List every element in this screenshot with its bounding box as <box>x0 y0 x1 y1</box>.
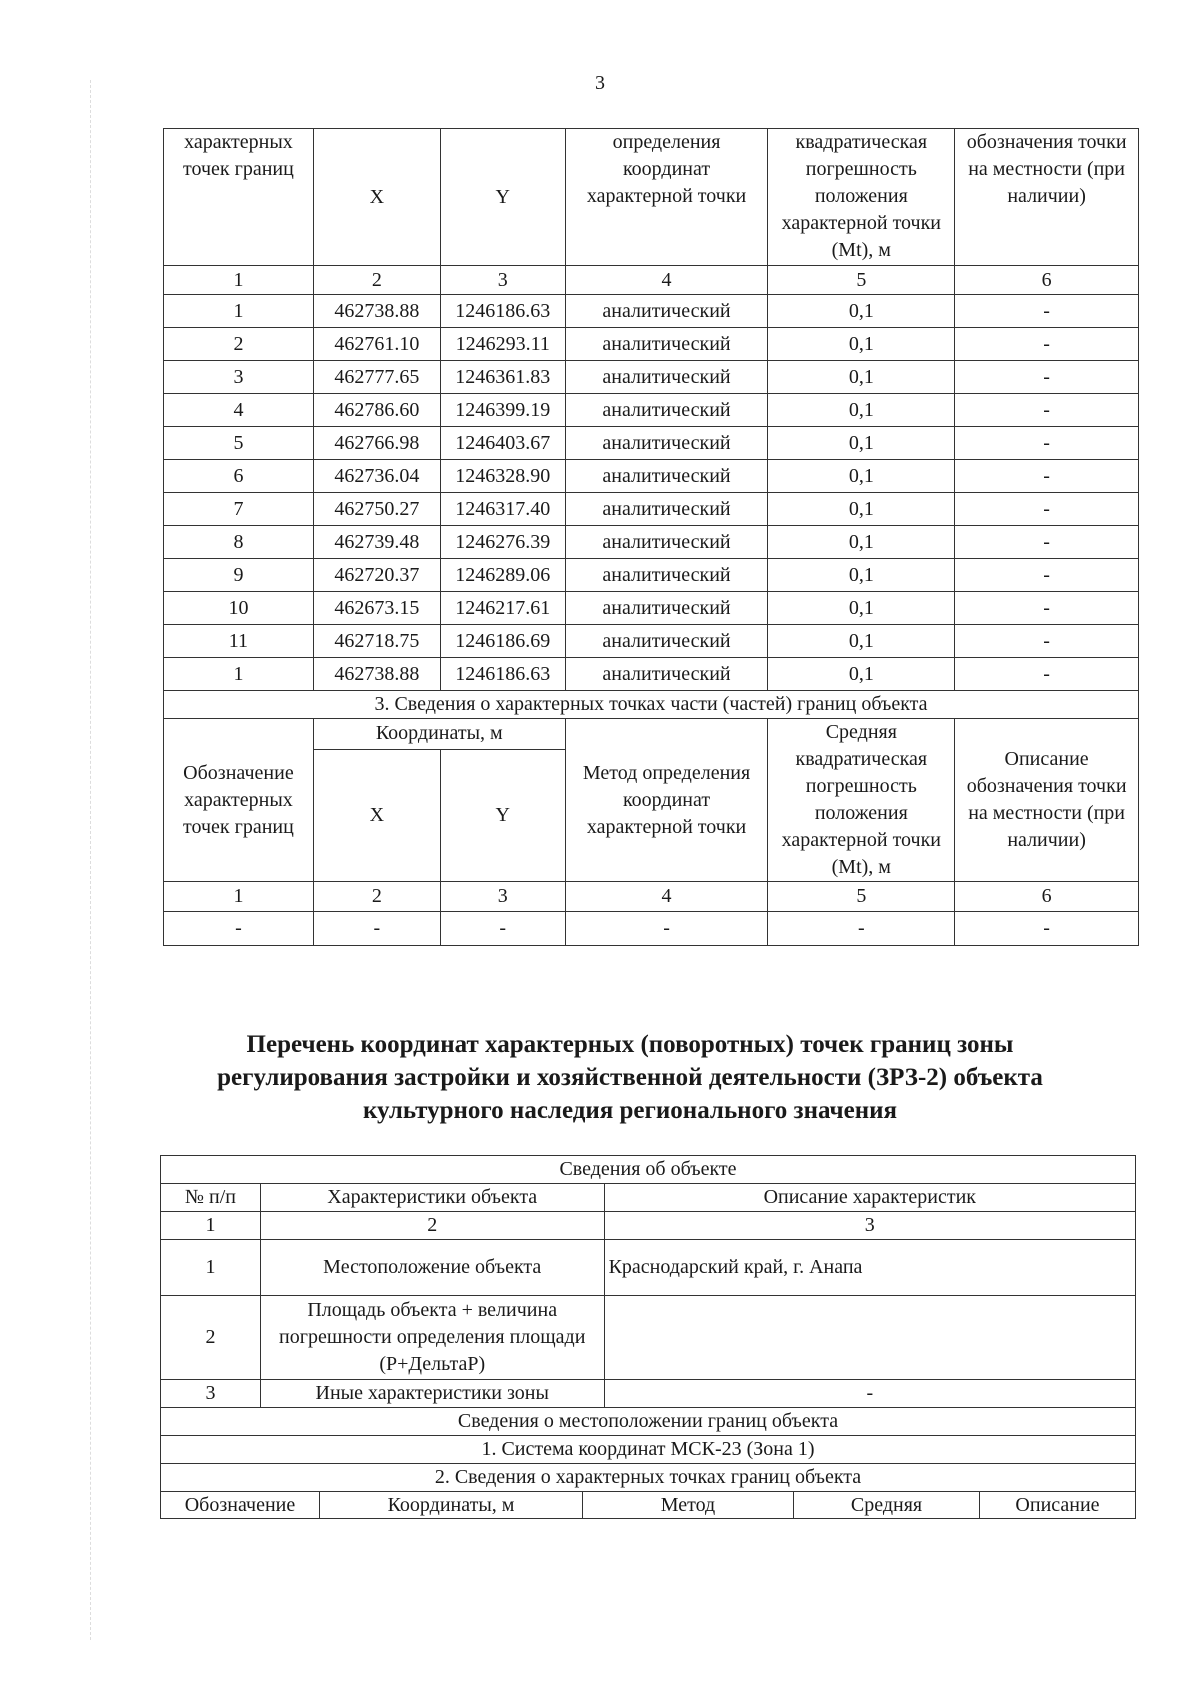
table-row <box>164 658 1139 691</box>
section2-title: 2. Сведения о характерных точках границ объекта <box>161 1464 1136 1492</box>
info-column-number-row <box>161 1212 1136 1240</box>
characteristic-desc <box>604 1296 1135 1380</box>
table-row <box>161 1380 1136 1408</box>
document-title: Перечень координат характерных (поворотных) точек границ зоны регулирования застройки и хозяйственной деятельности (ЗРЗ-2) объекта культурного наследия регионального значения <box>217 1031 1043 1124</box>
cell-method: аналитический <box>565 526 768 559</box>
part-column-number-row <box>164 882 1139 912</box>
part-method-header: Метод определения координат характерной точки <box>565 719 768 882</box>
part-header-row <box>164 719 1139 750</box>
cell-desc: - <box>955 559 1139 592</box>
table-row <box>164 328 1139 361</box>
column-number: 5 <box>768 266 955 295</box>
column-number: 5 <box>768 882 955 912</box>
cell-y: 1246217.61 <box>440 592 565 625</box>
column-number: 2 <box>313 882 440 912</box>
section-title-row <box>164 691 1139 719</box>
cell-n: 9 <box>164 559 314 592</box>
column-number: 2 <box>313 266 440 295</box>
characteristic: Площадь объекта + величина погрешности определения площади (Р+ДельтаР) <box>260 1296 604 1380</box>
cell-mt: 0,1 <box>768 658 955 691</box>
header-cell: определения координат характерной точки <box>565 129 768 266</box>
cell-method: аналитический <box>565 460 768 493</box>
cell-mt: 0,1 <box>768 295 955 328</box>
cell-method: аналитический <box>565 328 768 361</box>
cell-x: 462738.88 <box>313 658 440 691</box>
coord-system: 1. Система координат МСК-23 (Зона 1) <box>161 1436 1136 1464</box>
cell-mt: 0,1 <box>768 361 955 394</box>
column-number: 2 <box>260 1212 604 1240</box>
column-number-row <box>164 266 1139 295</box>
table-row <box>164 460 1139 493</box>
cell-mt: 0,1 <box>768 460 955 493</box>
cell-mt: 0,1 <box>768 559 955 592</box>
cell-n: 7 <box>164 493 314 526</box>
row-number: 1 <box>161 1240 261 1296</box>
table-row <box>161 1296 1136 1380</box>
cell-mt: 0,1 <box>768 328 955 361</box>
cell-n: 8 <box>164 526 314 559</box>
cell-method: аналитический <box>565 493 768 526</box>
cell-y: 1246317.40 <box>440 493 565 526</box>
cell-x: 462718.75 <box>313 625 440 658</box>
cell-desc: - <box>955 427 1139 460</box>
column-number: 6 <box>955 266 1139 295</box>
characteristic-desc: - <box>604 1380 1135 1408</box>
cell-x: 462720.37 <box>313 559 440 592</box>
cell-y: 1246328.90 <box>440 460 565 493</box>
cell-method: аналитический <box>565 658 768 691</box>
cell-method: аналитический <box>565 295 768 328</box>
location-header: Сведения о местоположении границ объекта <box>161 1408 1136 1436</box>
characteristic: Иные характеристики зоны <box>260 1380 604 1408</box>
cell-desc: - <box>955 592 1139 625</box>
table-row <box>164 295 1139 328</box>
column-number: 1 <box>164 882 314 912</box>
cell-x: 462739.48 <box>313 526 440 559</box>
cell-desc: - <box>955 460 1139 493</box>
part-coords-header: Координаты, м <box>313 719 565 750</box>
table-row <box>164 361 1139 394</box>
cell-x: 462673.15 <box>313 592 440 625</box>
cell-desc: - <box>955 493 1139 526</box>
info-header-row <box>161 1156 1136 1184</box>
table-cell: - <box>955 912 1139 946</box>
cell-x: 462750.27 <box>313 493 440 526</box>
cell-mt: 0,1 <box>768 592 955 625</box>
cell-y: 1246399.19 <box>440 394 565 427</box>
part-desc-header: Описание обозначения точки на местности (при наличии) <box>955 719 1139 882</box>
cell-desc: - <box>955 328 1139 361</box>
object-info-table <box>160 1155 1136 1519</box>
column-number: 1 <box>164 266 314 295</box>
boundary-points-table <box>163 128 1139 946</box>
cell-x: 462738.88 <box>313 295 440 328</box>
row-number: 2 <box>161 1296 261 1380</box>
column-number: 3 <box>440 266 565 295</box>
header-cell: Y <box>440 129 565 266</box>
row-number: 3 <box>161 1380 261 1408</box>
cell-n: 3 <box>164 361 314 394</box>
column-number: 4 <box>565 266 768 295</box>
cell-y: 1246289.06 <box>440 559 565 592</box>
cell-desc: - <box>955 295 1139 328</box>
column-number: 3 <box>440 882 565 912</box>
desc-header: Описание характеристик <box>604 1184 1135 1212</box>
table-header-row <box>164 129 1139 266</box>
header-cell: X <box>313 129 440 266</box>
cell-desc: - <box>955 658 1139 691</box>
header-cell: характерных точек границ <box>164 129 314 266</box>
cell-method: аналитический <box>565 625 768 658</box>
cell-x: 462766.98 <box>313 427 440 460</box>
coord-system-row <box>161 1436 1136 1464</box>
char-header: Характеристики объекта <box>260 1184 604 1212</box>
part-x-header: X <box>313 749 440 881</box>
cell-mt: 0,1 <box>768 394 955 427</box>
cell-mt: 0,1 <box>768 493 955 526</box>
column-number: 1 <box>161 1212 261 1240</box>
cell-y: 1246361.83 <box>440 361 565 394</box>
cell-n: 2 <box>164 328 314 361</box>
cell-desc: - <box>955 361 1139 394</box>
cell-y: 1246276.39 <box>440 526 565 559</box>
cell-n: 5 <box>164 427 314 460</box>
cell-method: аналитический <box>565 361 768 394</box>
part-mt-header: Средняя квадратическая погрешность положения характерной точки (Mt), м <box>768 719 955 882</box>
table-row <box>164 493 1139 526</box>
cell-x: 462761.10 <box>313 328 440 361</box>
header-cell: квадратическая погрешность положения характерной точки (Mt), м <box>768 129 955 266</box>
cell-n: 1 <box>164 658 314 691</box>
bottom-header-cell: Средняя <box>794 1492 980 1518</box>
characteristic: Местоположение объекта <box>260 1240 604 1296</box>
cell-method: аналитический <box>565 394 768 427</box>
cell-x: 462736.04 <box>313 460 440 493</box>
bottom-header-row <box>161 1492 1136 1519</box>
table-cell: - <box>164 912 314 946</box>
table-row <box>164 394 1139 427</box>
cell-method: аналитический <box>565 592 768 625</box>
table-row <box>164 526 1139 559</box>
cell-x: 462777.65 <box>313 361 440 394</box>
bottom-header-wrap <box>161 1492 1136 1519</box>
table-cell: - <box>768 912 955 946</box>
info-header: Сведения об объекте <box>161 1156 1136 1184</box>
table-row <box>161 1240 1136 1296</box>
page-number: 3 <box>595 72 605 94</box>
num-header: № п/п <box>161 1184 261 1212</box>
cell-method: аналитический <box>565 427 768 460</box>
column-number: 6 <box>955 882 1139 912</box>
characteristic-desc: Краснодарский край, г. Анапа <box>604 1240 1135 1296</box>
table-row <box>164 559 1139 592</box>
cell-desc: - <box>955 526 1139 559</box>
part-data-row <box>164 912 1139 946</box>
bottom-header-cell: Координаты, м <box>320 1492 583 1518</box>
cell-y: 1246186.63 <box>440 658 565 691</box>
table-row <box>164 625 1139 658</box>
margin-line <box>90 80 91 1640</box>
cell-desc: - <box>955 394 1139 427</box>
cell-x: 462786.60 <box>313 394 440 427</box>
location-header-row <box>161 1408 1136 1436</box>
cell-desc: - <box>955 625 1139 658</box>
cell-mt: 0,1 <box>768 427 955 460</box>
cell-n: 6 <box>164 460 314 493</box>
column-number: 4 <box>565 882 768 912</box>
part-designation-header: Обозначение характерных точек границ <box>164 719 314 882</box>
section2-title-row <box>161 1464 1136 1492</box>
cell-n: 10 <box>164 592 314 625</box>
cell-mt: 0,1 <box>768 625 955 658</box>
table-row <box>164 592 1139 625</box>
section3-title: 3. Сведения о характерных точках части (частей) границ объекта <box>164 691 1139 719</box>
cell-n: 4 <box>164 394 314 427</box>
table-cell: - <box>313 912 440 946</box>
bottom-header-cell: Описание <box>1015 1494 1100 1516</box>
bottom-header-cell: Обозначение <box>161 1492 320 1518</box>
cell-mt: 0,1 <box>768 526 955 559</box>
table-cell: - <box>565 912 768 946</box>
header-cell: обозначения точки на местности (при наличии) <box>955 129 1139 266</box>
table-row <box>164 427 1139 460</box>
cell-y: 1246186.69 <box>440 625 565 658</box>
column-number: 3 <box>604 1212 1135 1240</box>
cell-y: 1246293.11 <box>440 328 565 361</box>
cell-n: 11 <box>164 625 314 658</box>
bottom-header-cell: Метод <box>583 1492 794 1518</box>
part-y-header: Y <box>440 749 565 881</box>
table-cell: - <box>440 912 565 946</box>
cell-y: 1246186.63 <box>440 295 565 328</box>
bottom-header-cells <box>161 1492 1135 1518</box>
cell-y: 1246403.67 <box>440 427 565 460</box>
info-column-header-row <box>161 1184 1136 1212</box>
cell-method: аналитический <box>565 559 768 592</box>
cell-n: 1 <box>164 295 314 328</box>
